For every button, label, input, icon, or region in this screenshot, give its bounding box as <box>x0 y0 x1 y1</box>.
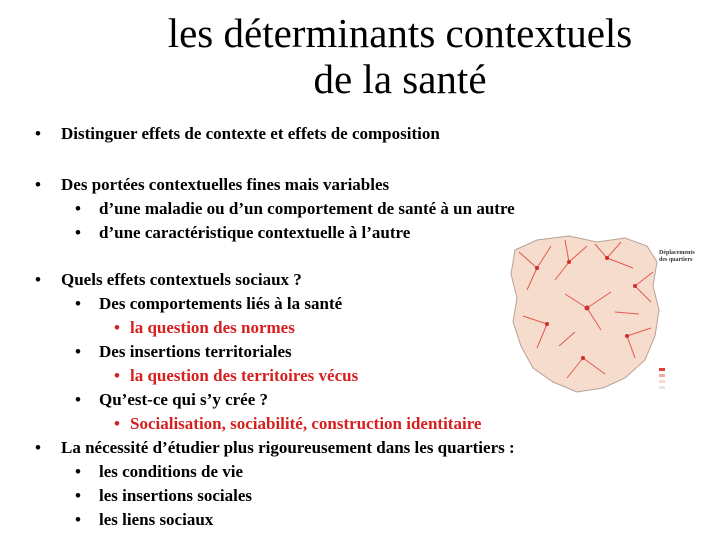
bullet-symbol: • <box>114 366 120 385</box>
bullet-item <box>114 365 358 387</box>
bullet-text: les liens sociaux <box>99 510 214 529</box>
bullet-symbol: • <box>75 486 81 505</box>
bullet-symbol: • <box>35 124 41 143</box>
bullet-symbol: • <box>114 414 120 433</box>
bullet-item <box>75 341 292 363</box>
bullet-text: Distinguer effets de contexte et effets de composition <box>61 124 440 143</box>
bullet-symbol: • <box>35 438 41 457</box>
bullet-text: Quels effets contextuels sociaux ? <box>61 270 302 289</box>
bullet-text: Qu’est-ce qui s’y crée ? <box>99 390 269 409</box>
bullet-text: la question des territoires vécus <box>130 366 359 385</box>
bullet-item <box>75 461 243 483</box>
slide-title <box>40 10 720 102</box>
bullet-item <box>35 123 440 145</box>
bullet-item <box>35 269 302 291</box>
map-title-line-1: Déplacements <box>659 250 695 256</box>
bullet-text: les insertions sociales <box>99 486 252 505</box>
bullet-item <box>75 485 252 507</box>
bullet-item <box>114 317 295 339</box>
bullet-symbol: • <box>75 390 81 409</box>
bullet-item <box>75 293 342 315</box>
bullet-item <box>75 389 268 411</box>
bullet-item <box>114 413 481 435</box>
bullet-symbol: • <box>35 270 41 289</box>
bullet-symbol: • <box>75 199 81 218</box>
bullet-text: La nécessité d’étudier plus rigoureusement dans les quartiers : <box>61 438 515 457</box>
bullet-symbol: • <box>75 294 81 313</box>
bullet-symbol: • <box>75 342 81 361</box>
bullet-symbol: • <box>35 175 41 194</box>
bullet-item <box>75 509 213 531</box>
bullet-symbol: • <box>114 318 120 337</box>
bullet-item <box>75 198 515 220</box>
neighbourhood-map-image <box>507 228 703 412</box>
bullet-text: d’une maladie ou d’un comportement de santé à un autre <box>99 199 515 218</box>
map-title-line-2: des quartiers <box>659 257 693 263</box>
bullet-item <box>35 437 515 459</box>
title-line-1: les déterminants contextuels <box>167 10 633 56</box>
bullet-text: Des comportements liés à la santé <box>99 294 343 313</box>
bullet-symbol: • <box>75 223 81 242</box>
bullet-text: d’une caractéristique contextuelle à l’autre <box>99 223 411 242</box>
bullet-item <box>35 174 389 196</box>
bullet-symbol: • <box>75 510 81 529</box>
bullet-text: la question des normes <box>130 318 295 337</box>
bullet-text: Des portées contextuelles fines mais variables <box>61 175 390 194</box>
bullet-text: les conditions de vie <box>99 462 244 481</box>
title-line-2: de la santé <box>313 56 487 102</box>
bullet-item <box>75 222 410 244</box>
bullet-text: Socialisation, sociabilité, construction identitaire <box>130 414 482 433</box>
bullet-text: Des insertions territoriales <box>99 342 292 361</box>
bullet-symbol: • <box>75 462 81 481</box>
